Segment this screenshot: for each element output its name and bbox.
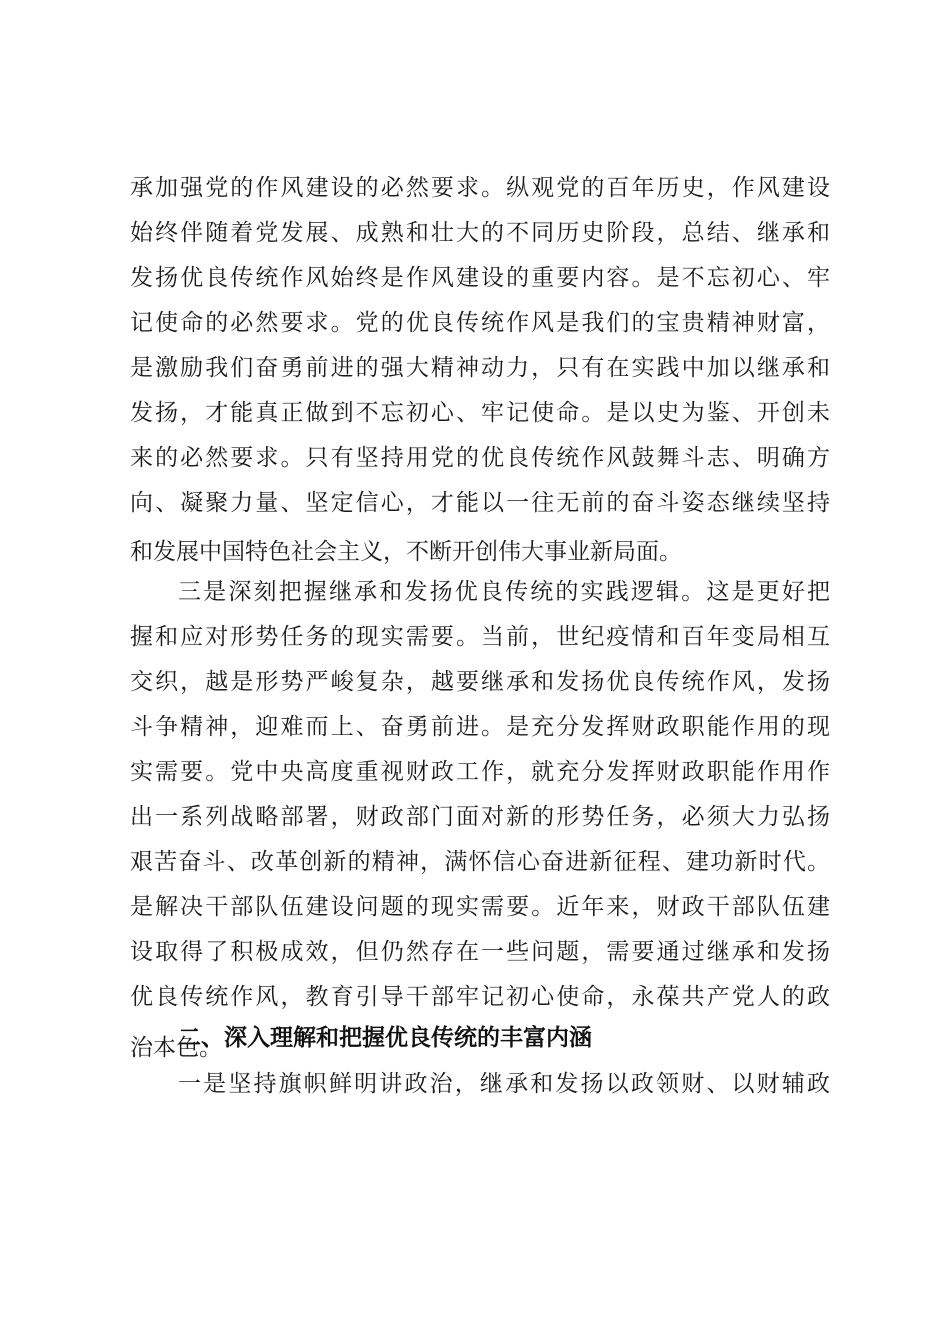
text-line: 艰苦奋斗、改革创新的精神，满怀信心奋进新征程、建功新时代。 (130, 849, 830, 875)
text-line-indented: 三是深刻把握继承和发扬优良传统的实践逻辑。这是更好把 (178, 579, 830, 605)
text-line: 优良传统作风，教育引导干部牢记初心使命，永葆共产党人的政 (130, 984, 830, 1010)
section-heading: 二、深入理解和把握优良传统的丰富内涵 (178, 1025, 592, 1051)
text-line: 记使命的必然要求。党的优良传统作风是我们的宝贵精神财富， (130, 310, 830, 336)
text-line: 握和应对形势任务的现实需要。当前，世纪疫情和百年变局相互 (130, 624, 830, 650)
text-line: 来的必然要求。只有坚持用党的优良传统作风鼓舞斗志、明确方 (130, 445, 830, 471)
text-line: 治本色。 (130, 1035, 222, 1061)
text-line: 出一系列战略部署，财政部门面对新的形势任务，必须大力弘扬 (130, 804, 830, 830)
text-line: 和发展中国特色社会主义，不断开创伟大事业新局面。 (130, 539, 682, 565)
text-line: 是激励我们奋勇前进的强大精神动力，只有在实践中加以继承和 (130, 355, 830, 381)
text-line: 发扬，才能真正做到不忘初心、牢记使命。是以史为鉴、开创未 (130, 400, 830, 426)
text-line: 是解决干部队伍建设问题的现实需要。近年来，财政干部队伍建 (130, 894, 830, 920)
text-line: 交织，越是形势严峻复杂，越要继承和发扬优良传统作风，发扬 (130, 669, 830, 695)
text-line: 斗争精神，迎难而上、奋勇前进。是充分发挥财政职能作用的现 (130, 714, 830, 740)
text-line: 承加强党的作风建设的必然要求。纵观党的百年历史，作风建设 (130, 175, 830, 201)
paragraph-1 (130, 166, 830, 575)
text-line: 始终伴随着党发展、成熟和壮大的不同历史阶段，总结、继承和 (130, 220, 830, 246)
text-line: 实需要。党中央高度重视财政工作，就充分发挥财政职能作用作 (130, 759, 830, 785)
text-line: 发扬优良传统作风始终是作风建设的重要内容。是不忘初心、牢 (130, 265, 830, 291)
paragraph-3-first-line: 一是坚持旗帜鲜明讲政治，继承和发扬以政领财、以财辅政 (178, 1071, 830, 1097)
text-line: 设取得了积极成效，但仍然存在一些问题，需要通过继承和发扬 (130, 939, 830, 965)
paragraph-2 (130, 570, 830, 1071)
text-line: 向、凝聚力量、坚定信心，才能以一往无前的奋斗姿态继续坚持 (130, 490, 830, 516)
